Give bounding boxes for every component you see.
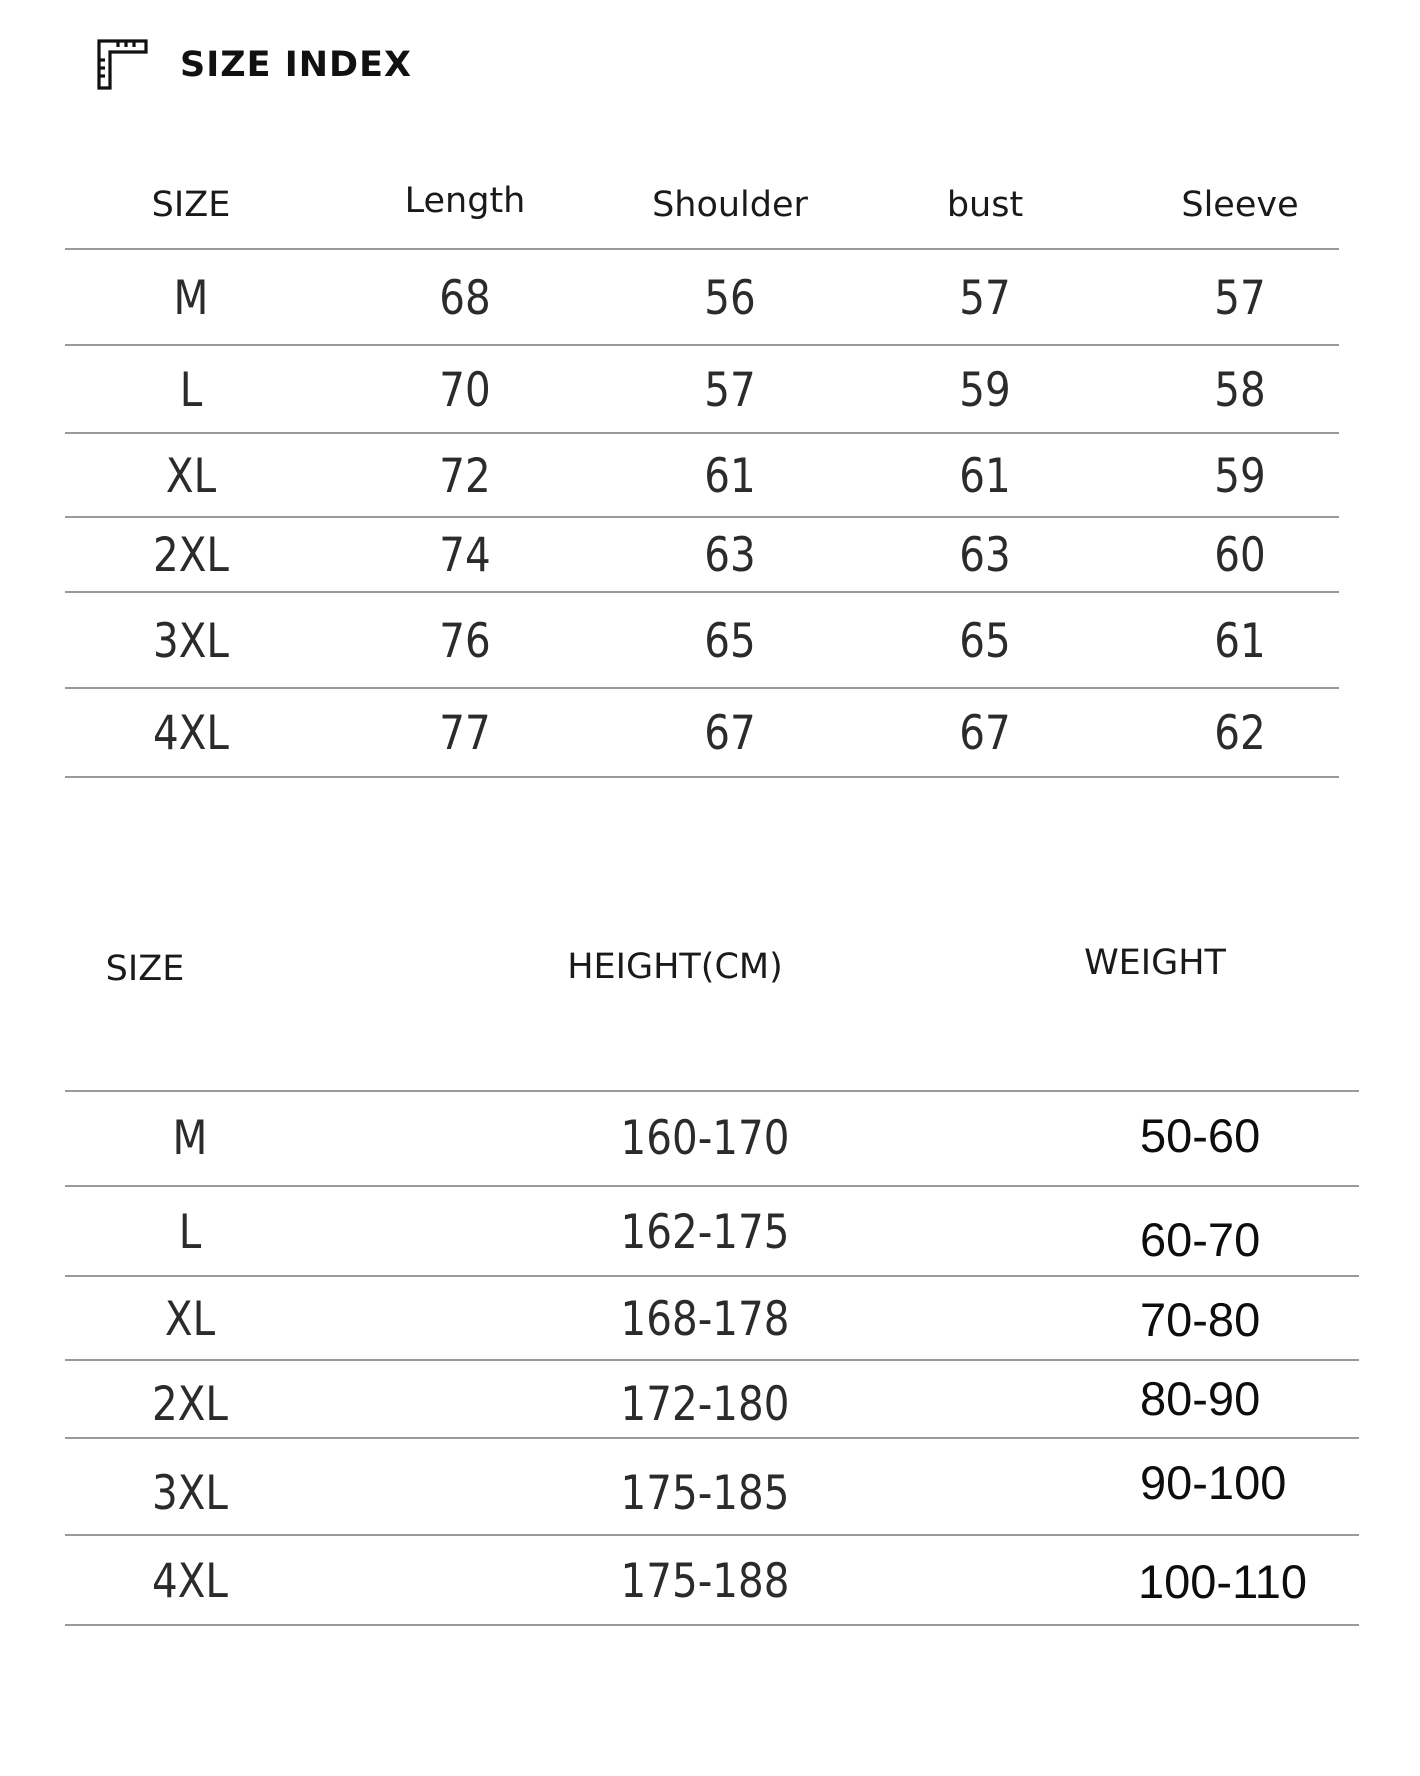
sleeve-cell: 57 bbox=[1214, 270, 1266, 326]
size-cell: M bbox=[172, 1111, 208, 1166]
divider bbox=[65, 776, 1339, 778]
shoulder-cell: 61 bbox=[704, 448, 756, 504]
height-cell: 175-185 bbox=[620, 1466, 790, 1521]
weight-cell: 70-80 bbox=[1140, 1292, 1261, 1346]
sleeve-cell: 60 bbox=[1214, 528, 1266, 583]
bust-cell: 59 bbox=[959, 362, 1011, 418]
size-cell: 4XL bbox=[153, 706, 229, 761]
length-cell: 68 bbox=[439, 270, 491, 326]
length-cell: 72 bbox=[439, 448, 491, 504]
size-cell: 2XL bbox=[153, 528, 229, 583]
column-header-height: HEIGHT(CM) bbox=[567, 947, 783, 987]
weight-cell: 100-110 bbox=[1138, 1554, 1307, 1608]
bust-cell: 63 bbox=[959, 528, 1011, 583]
sleeve-cell: 58 bbox=[1214, 362, 1266, 418]
page-title: SIZE INDEX bbox=[180, 45, 412, 85]
size-cell: L bbox=[178, 1204, 202, 1260]
length-cell: 76 bbox=[439, 613, 491, 669]
bust-cell: 65 bbox=[959, 613, 1011, 669]
table-row bbox=[65, 1277, 1359, 1361]
table-row bbox=[65, 1187, 1359, 1277]
table-row bbox=[65, 1361, 1359, 1439]
height-cell: 168-178 bbox=[620, 1291, 790, 1347]
shoulder-cell: 65 bbox=[704, 613, 756, 669]
column-header-bust: bust bbox=[946, 185, 1024, 225]
shoulder-cell: 63 bbox=[704, 528, 756, 583]
weight-cell: 80-90 bbox=[1140, 1371, 1261, 1425]
ruler-icon bbox=[96, 38, 150, 92]
page-header bbox=[96, 30, 412, 100]
table-row bbox=[65, 518, 1339, 593]
table-row bbox=[65, 689, 1339, 778]
column-header-size: SIZE bbox=[151, 185, 231, 225]
length-cell: 77 bbox=[439, 706, 491, 761]
shoulder-cell: 56 bbox=[704, 270, 756, 326]
table-row bbox=[65, 1536, 1359, 1626]
garment-measurement-table bbox=[65, 160, 1339, 778]
height-cell: 175-188 bbox=[620, 1553, 790, 1609]
column-header-length: Length bbox=[404, 181, 526, 221]
table-header-row bbox=[65, 160, 1339, 250]
length-cell: 74 bbox=[439, 528, 491, 583]
height-cell: 172-180 bbox=[620, 1376, 790, 1432]
size-cell: L bbox=[179, 362, 203, 418]
table-header-row bbox=[65, 935, 1359, 1090]
weight-cell: 50-60 bbox=[1140, 1109, 1261, 1162]
size-cell: M bbox=[173, 270, 209, 326]
table-row bbox=[65, 593, 1339, 689]
table-row bbox=[65, 1090, 1359, 1187]
size-cell: 3XL bbox=[153, 613, 229, 669]
height-cell: 162-175 bbox=[620, 1204, 790, 1260]
size-cell: XL bbox=[165, 448, 217, 504]
size-cell: 2XL bbox=[152, 1376, 228, 1432]
sleeve-cell: 62 bbox=[1214, 706, 1266, 761]
column-header-sleeve: Sleeve bbox=[1181, 185, 1299, 225]
sleeve-cell: 61 bbox=[1214, 613, 1266, 669]
bust-cell: 61 bbox=[959, 448, 1011, 504]
column-header-shoulder: Shoulder bbox=[652, 185, 808, 225]
sleeve-cell: 59 bbox=[1214, 448, 1266, 504]
size-cell: 3XL bbox=[152, 1466, 228, 1521]
height-cell: 160-170 bbox=[620, 1111, 790, 1166]
divider bbox=[65, 1624, 1359, 1626]
weight-cell: 90-100 bbox=[1140, 1456, 1287, 1509]
size-cell: 4XL bbox=[152, 1553, 228, 1609]
bust-cell: 67 bbox=[959, 706, 1011, 761]
column-header-weight: WEIGHT bbox=[1084, 943, 1226, 983]
table-row bbox=[65, 1439, 1359, 1536]
fit-guide-table bbox=[65, 935, 1359, 1626]
shoulder-cell: 67 bbox=[704, 706, 756, 761]
shoulder-cell: 57 bbox=[704, 362, 756, 418]
bust-cell: 57 bbox=[959, 270, 1011, 326]
column-header-size: SIZE bbox=[105, 949, 185, 989]
table-row bbox=[65, 434, 1339, 518]
weight-cell: 60-70 bbox=[1140, 1212, 1261, 1266]
table-row bbox=[65, 346, 1339, 434]
size-cell: XL bbox=[164, 1291, 216, 1347]
table-row bbox=[65, 250, 1339, 346]
length-cell: 70 bbox=[439, 362, 491, 418]
